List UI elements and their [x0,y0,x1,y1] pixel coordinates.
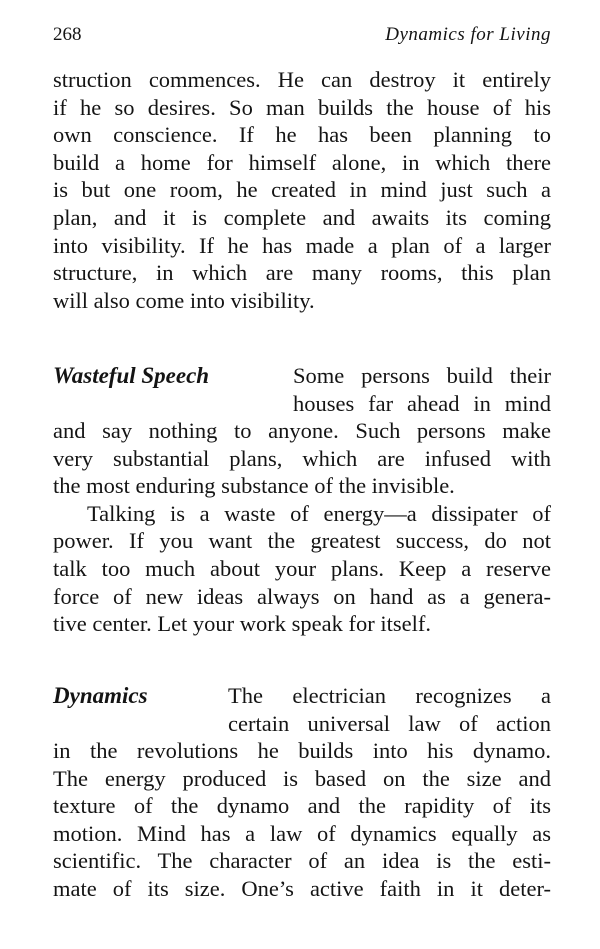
section-wasteful-speech-body [53,417,551,638]
text-line: force of new ideas always on hand as a genera- [53,583,551,609]
text-line: Some persons build their [293,363,551,388]
text-line: Talking is a waste of energy—a dissipater of [87,500,551,526]
text-line: mate of its size. One’s active faith in it deter- [53,875,551,901]
text-line: in the revolutions he builds into his dynamo. [53,738,551,763]
book-title: Dynamics for Living [385,24,551,45]
page-number: 268 [53,24,82,45]
running-head [53,22,551,48]
text-line: certain universal law of action [228,710,551,736]
side-text [293,362,551,417]
text-line: houses far ahead in mind [293,390,551,416]
paragraph-continuation [53,66,551,314]
section-dynamics-head [53,682,551,737]
text-line: talk too much about your plans. Keep a reserve [53,555,551,581]
text-line: is but one room, he created in mind just such a [53,177,551,203]
text-line: own conscience. If he has been planning to [53,122,551,148]
text-line: plan, and it is complete and awaits its coming [53,204,551,230]
text-line: The energy produced is based on the size and [53,765,551,791]
text-line: scientific. The character of an idea is the esti- [53,848,551,874]
text-line: will also come into visibility. [53,287,315,313]
text-line: The electrician recognizes a [228,683,551,708]
text-line: texture of the dynamo and the rapidity of its [53,793,551,819]
text-line: struction commences. He can destroy it entirely [53,67,551,92]
text-line: the most enduring substance of the invisible. [53,473,455,499]
text-line: build a home for himself alone, in which there [53,149,551,175]
side-text [228,682,551,737]
text-line: power. If you want the greatest success, do not [53,528,551,554]
text-line: tive center. Let your work speak for itself. [53,611,431,637]
text-line: if he so desires. So man builds the house of his [53,94,551,120]
text-line: and say nothing to anyone. Such persons make [53,418,551,443]
text-line: structure, in which are many rooms, this plan [53,260,551,286]
text-line: into visibility. If he has made a plan of a larger [53,232,551,258]
side-heading: Dynamics [53,683,148,708]
section-dynamics-body [53,737,551,903]
text-line: very substantial plans, which are infused with [53,445,551,471]
section-wasteful-speech-head [53,362,551,417]
side-heading: Wasteful Speech [53,363,210,388]
text-line: motion. Mind has a law of dynamics equally as [53,820,551,846]
